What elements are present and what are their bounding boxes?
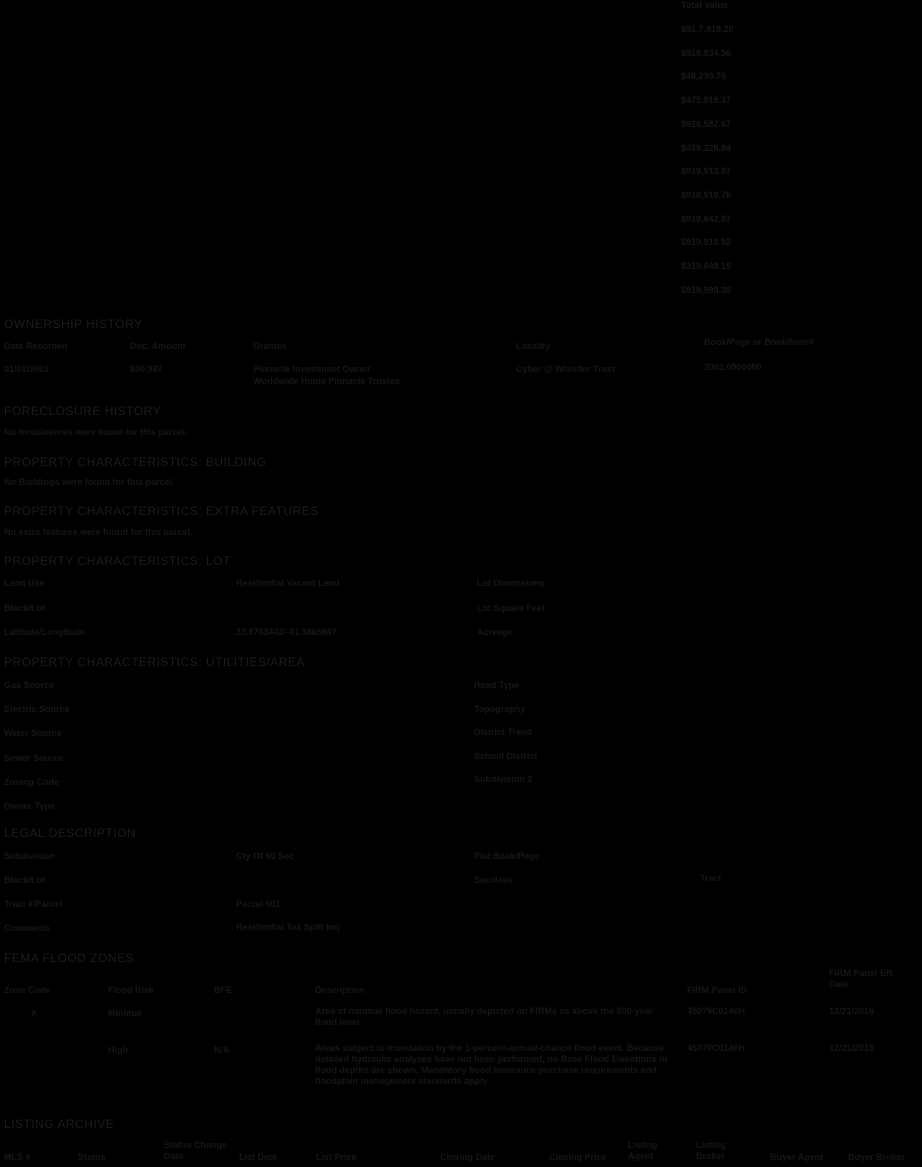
fema-col-risk: Flood Risk (108, 985, 155, 995)
extra-features-note: No extra features were found for this parcel. (4, 527, 193, 537)
comments-label: Comments (4, 923, 51, 933)
lot-heading: PROPERTY CHARACTERISTICS: LOT (4, 554, 231, 568)
total-value-item: $319,849.19 (681, 261, 732, 271)
total-value-item: $919,842.97 (681, 213, 732, 224)
total-value-header: Total Value (681, 0, 728, 10)
total-value-item: $919,918.52 (681, 237, 732, 248)
utility-right-label: District Trend (474, 727, 533, 737)
total-value-item: $918,919.76 (681, 189, 732, 200)
acreage-label: Acreage (477, 627, 513, 637)
listing-col-status: Status (78, 1152, 106, 1162)
col-book-page: Book/Page or Book/Instr# (704, 337, 815, 347)
fema-row2-risk: High (108, 1045, 128, 1055)
fema-heading: FEMA FLOOD ZONES (4, 951, 135, 965)
total-value-item: $919,913.97 (681, 166, 732, 177)
total-value-item: $926,582.67 (681, 118, 732, 129)
listing-col-broker: Listing Broker (696, 1140, 726, 1161)
listing-col-list-price: List Price (316, 1152, 357, 1162)
fema-row1-desc: Area of minimal flood hazard, usually depicted on FIRMs as above the 500-year flood level. (315, 1006, 654, 1027)
fema-row1-panel: 45079C0140H (687, 1006, 746, 1016)
col-doc-amount: Doc. Amount (130, 341, 186, 351)
utility-left-label: Gas Source (4, 680, 55, 690)
lot-block-label: Block/Lot (4, 603, 46, 613)
total-value-item: $91,7,918.20 (681, 24, 734, 34)
lat-long-label: Latitude/Longitude (4, 627, 85, 637)
foreclosure-heading: FORECLOSURE HISTORY (4, 404, 162, 418)
fema-row2-desc: Areas subject to inundation by the 1-percent-annual-chance flood event. Because detailed hydraulic analyses have not been performed, no Base Flood Elevations or flood depths are shown. Mandatory flood insurance purchase requirements and floodplain management standards apply. (315, 1043, 669, 1086)
total-value-item: $475,919.37 (681, 95, 732, 106)
listing-col-mls: MLS # (4, 1152, 31, 1162)
listing-col-agent: Listing Agent (628, 1140, 658, 1161)
fema-row2-panel: 45079C0140H (687, 1043, 746, 1053)
listing-col-closing-date: Closing Date (440, 1152, 496, 1162)
total-value-item: $48,239.76 (681, 71, 727, 82)
tract-label: Tract #/Parcel (4, 899, 63, 909)
lat-long-value: 33.8763442/-81.3865847 (236, 627, 337, 637)
fema-col-panel: FIRM Panel ID (687, 985, 748, 995)
lot-dimensions-label: Lot Dimensions (477, 578, 545, 588)
listing-col-list-date: List Date (239, 1152, 278, 1162)
subdivision-label: Subdivision (4, 851, 56, 861)
row-grantee-2: Worldwide Home Pinnacle Trustee (253, 376, 400, 386)
row-date: 01/01/2001 (4, 364, 50, 374)
listing-col-buyer-agent: Buyer Agent (770, 1152, 824, 1162)
col-grantee: Grantee (253, 341, 288, 351)
col-locality: Locality (516, 341, 551, 351)
plat-book-label: Plat Book/Page (474, 851, 540, 861)
col-date-recorded: Date Recorded (4, 341, 68, 351)
total-value-item: $919,834.56 (681, 47, 732, 58)
utility-left-label: Owner Type (4, 801, 55, 811)
utility-left-label: Electric Source (4, 704, 70, 715)
total-value-item: $918,998.38 (681, 284, 732, 295)
building-heading: PROPERTY CHARACTERISTICS: BUILDING (4, 455, 267, 469)
ownership-heading: OWNERSHIP HISTORY (4, 317, 143, 331)
utility-left-label: Sewer Source (4, 752, 64, 763)
utilities-heading: PROPERTY CHARACTERISTICS: UTILITIES/AREA (4, 655, 305, 669)
total-value-item: $459,328.84 (681, 142, 732, 153)
tract-value: Parcel 001 (236, 899, 281, 909)
sec-area-value: Tract (700, 873, 722, 883)
listing-col-buyer-broker: Buyer Broker (848, 1152, 906, 1162)
extra-features-heading: PROPERTY CHARACTERISTICS: EXTRA FEATURES (4, 504, 319, 518)
fema-col-desc: Description (315, 985, 365, 995)
utility-right-label: Topography (474, 703, 526, 714)
row-locality: Cyber @ Whistler Trust (516, 364, 616, 374)
fema-row1-date: 12/21/2016 (829, 1006, 875, 1016)
row-amount: $00,987 (130, 364, 163, 374)
comments-value: Residential Tax Split Inq (236, 922, 340, 932)
foreclosure-note: No foreclosures were found for this parcel. (4, 427, 188, 437)
subdivision-value: Cty Of 60 Sec (236, 851, 295, 861)
fema-row2-bfe: N/A (214, 1045, 230, 1055)
listing-heading: LISTING ARCHIVE (4, 1117, 115, 1131)
row-grantee-1: Pinnacle Investment Owner (253, 364, 371, 374)
listing-col-status-change: Status Change Date (164, 1140, 228, 1161)
row-book: 2001.0000000 (704, 362, 762, 372)
listing-col-closing-price: Closing Price (549, 1152, 607, 1162)
legal-heading: LEGAL DESCRIPTION (4, 826, 137, 840)
fema-row1-zone: X (31, 1008, 38, 1018)
utility-right-label: Road Type (474, 680, 520, 690)
fema-row1-risk: Minimal (108, 1008, 142, 1018)
fema-row2-date: 12/21/2016 (829, 1043, 875, 1053)
utility-right-label: School District (474, 750, 538, 761)
legal-block-label: Block/Lot (4, 875, 46, 885)
utility-left-label: Zoning Code (4, 776, 59, 787)
land-use-value: Residential Vacant Land (236, 578, 340, 588)
lot-sqft-label: Lot Square Feet (477, 603, 546, 613)
land-use-label: Land Use (4, 578, 45, 588)
fema-col-date: FIRM Panel Eff. Date (829, 968, 895, 989)
building-note: No Buildings were found for this parcel. (4, 477, 175, 487)
utility-left-label: Water Source (4, 728, 62, 739)
sec-area-label: Sec/Area (474, 875, 513, 885)
fema-col-bfe: BFE (214, 985, 232, 995)
fema-col-zone: Zone Code (4, 985, 51, 995)
utility-right-label: Subdivision 2 (474, 774, 533, 784)
